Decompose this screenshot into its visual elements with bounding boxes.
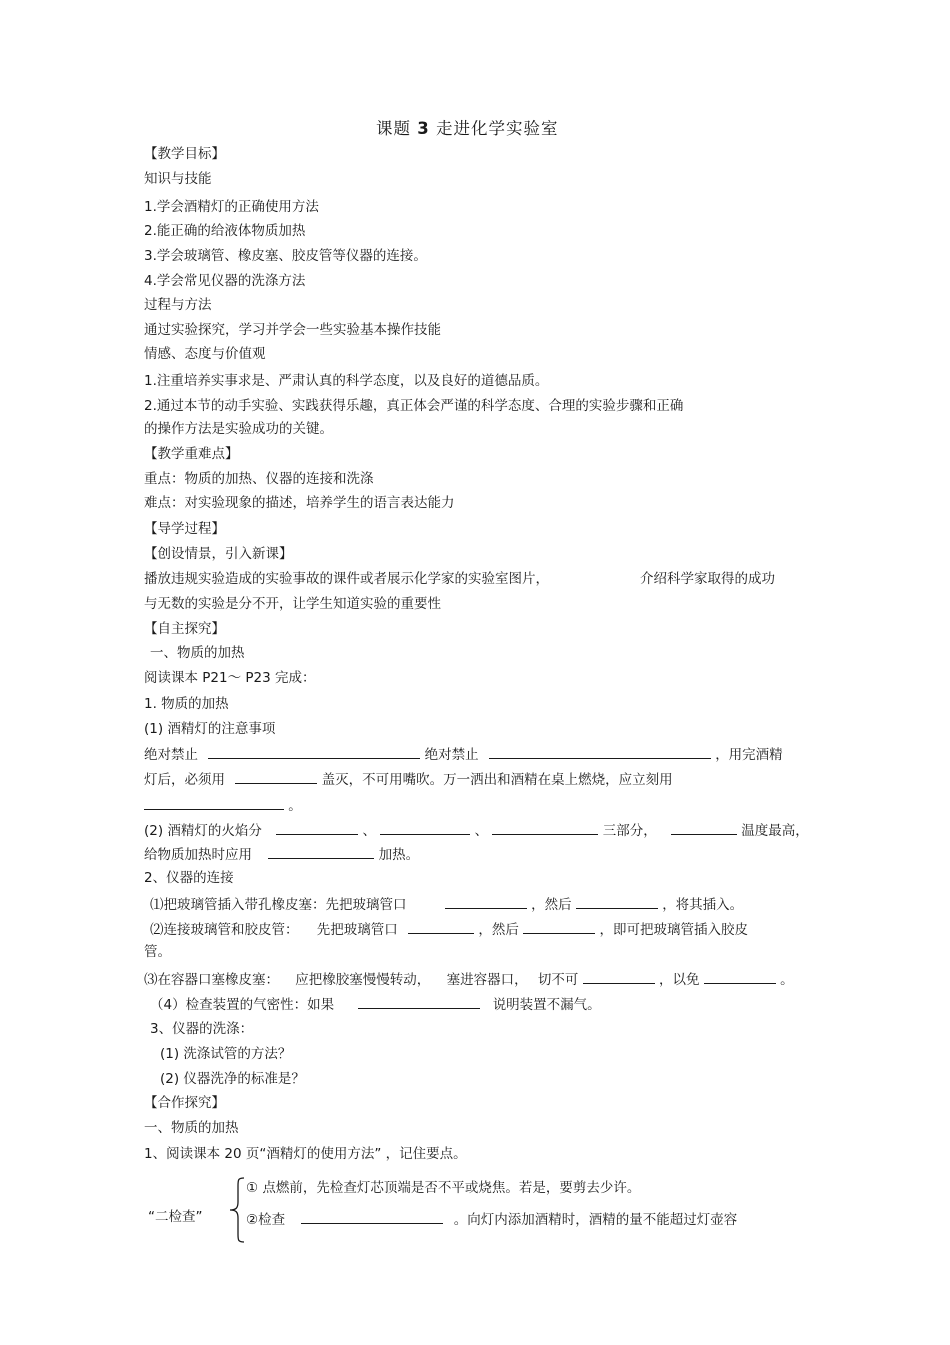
blank-field[interactable]	[445, 894, 527, 909]
title-prefix: 课题	[376, 119, 411, 138]
objective-2: 2.能正确的给液体物质加热	[144, 223, 306, 239]
section-heading-key-points: 【教学重难点】	[144, 446, 239, 462]
item-heading-heating: 1. 物质的加热	[144, 696, 229, 712]
objective-1: 1.学会酒精灯的正确使用方法	[144, 199, 319, 215]
blank-field[interactable]	[583, 969, 655, 984]
attitude-1: 1.注重培养实事求是、严肃认真的科学态度，以及良好的道德品质。	[144, 373, 549, 389]
scenario-text-b: 介绍科学家取得的成功	[640, 571, 775, 587]
item-lamp-notes: (1) 酒精灯的注意事项	[144, 721, 276, 737]
section-heading-self-inquiry: 【自主探究】	[144, 621, 225, 637]
attitude-2: 2.通过本节的动手实验、实践获得乐趣，真正体会严谨的科学态度、合理的实验步骤和正确	[144, 398, 684, 414]
blank-field[interactable]	[492, 820, 598, 835]
subheading-attitude: 情感、态度与价值观	[144, 346, 266, 362]
section-heading-cooperative: 【合作探究】	[144, 1095, 225, 1111]
blank-field[interactable]	[276, 820, 358, 835]
two-checks-label: “二检查”	[148, 1209, 203, 1225]
blank-field[interactable]	[208, 744, 420, 759]
section-heading-scenario: 【创设情景，引入新课】	[144, 546, 293, 562]
blank-field[interactable]	[408, 919, 474, 934]
subheading-knowledge-skills: 知识与技能	[144, 171, 212, 187]
question-extinguish-cont: 。	[144, 795, 302, 815]
subheading-heating-2: 一、物质的加热	[144, 1120, 239, 1136]
objective-3: 3.学会玻璃管、橡皮塞、胶皮管等仪器的连接。	[144, 248, 427, 264]
subheading-process-method: 过程与方法	[144, 297, 212, 313]
question-airtightness: （4）检查装置的气密性：如果 说明装置不漏气。	[150, 994, 601, 1014]
blank-field[interactable]	[576, 894, 658, 909]
question-connect-hose-cont: 管。	[144, 944, 171, 960]
check-item-2: ②检查 。向灯内添加酒精时，酒精的量不能超过灯壶容	[246, 1209, 737, 1229]
blank-field[interactable]	[358, 994, 480, 1009]
question-wash-method: (1) 洗涤试管的方法？	[160, 1046, 292, 1062]
reading-instruction-2: 1、阅读课本 20 页“酒精灯的使用方法” ，记住要点。	[144, 1146, 467, 1162]
question-connect-hose: ⑵连接玻璃管和胶皮管： 先把玻璃管口 ，然后 ，即可把玻璃管插入胶皮	[150, 919, 748, 939]
blank-field[interactable]	[268, 844, 374, 859]
blank-field[interactable]	[301, 1209, 443, 1224]
section-heading-objectives: 【教学目标】	[144, 146, 225, 162]
objective-4: 4.学会常见仪器的洗涤方法	[144, 273, 306, 289]
question-extinguish: 灯后，必须用 盖灭，不可用嘴吹。万一洒出和酒精在桌上燃烧，应立刻用	[144, 769, 673, 789]
item-heading-connection: 2、仪器的连接	[144, 870, 234, 886]
blank-field[interactable]	[380, 820, 470, 835]
scenario-text-a: 播放违规实验造成的实验事故的课件或者展示化学家的实验室图片，	[144, 571, 549, 587]
blank-field[interactable]	[235, 769, 317, 784]
question-clean-standard: (2) 仪器洗净的标准是？	[160, 1071, 305, 1087]
reading-instruction: 阅读课本 P21～ P23 完成：	[144, 670, 316, 686]
title-number: 3	[417, 119, 430, 138]
attitude-2-cont: 的操作方法是实验成功的关键。	[144, 421, 333, 437]
blank-field[interactable]	[144, 795, 284, 810]
subheading-heating: 一、物质的加热	[150, 645, 245, 661]
question-flame-use: 给物质加热时应用 加热。	[144, 844, 419, 864]
key-point: 重点：物质的加热、仪器的连接和洗涤	[144, 471, 374, 487]
process-text: 通过实验探究，学习并学会一些实验基本操作技能	[144, 322, 441, 338]
item-heading-washing: 3、仪器的洗涤：	[150, 1021, 254, 1037]
question-flame-parts: (2) 酒精灯的火焰分 、 、 三部分， 温度最高，	[144, 820, 809, 840]
blank-field[interactable]	[489, 744, 711, 759]
blank-field[interactable]	[523, 919, 595, 934]
blank-field[interactable]	[671, 820, 737, 835]
section-heading-guided-process: 【导学过程】	[144, 521, 225, 537]
blank-field[interactable]	[704, 969, 776, 984]
difficulty-point: 难点：对实验现象的描述，培养学生的语言表达能力	[144, 495, 455, 511]
question-insert-tube: ⑴把玻璃管插入带孔橡皮塞：先把玻璃管口 ，然后 ，将其插入。	[150, 894, 743, 914]
question-stopper: ⑶在容器口塞橡皮塞： 应把橡胶塞慢慢转动， 塞进容器口， 切不可 ，以免 。	[144, 969, 794, 989]
scenario-text-cont: 与无数的实验是分不开，让学生知道实验的重要性	[144, 596, 441, 612]
page-title	[376, 120, 558, 138]
title-main: 走进化学实验室	[435, 119, 559, 138]
check-item-1: ① 点燃前，先检查灯芯顶端是否不平或烧焦。若是，要剪去少许。	[246, 1180, 641, 1196]
question-prohibitions: 绝对禁止 绝对禁止 ，用完酒精	[144, 744, 783, 764]
